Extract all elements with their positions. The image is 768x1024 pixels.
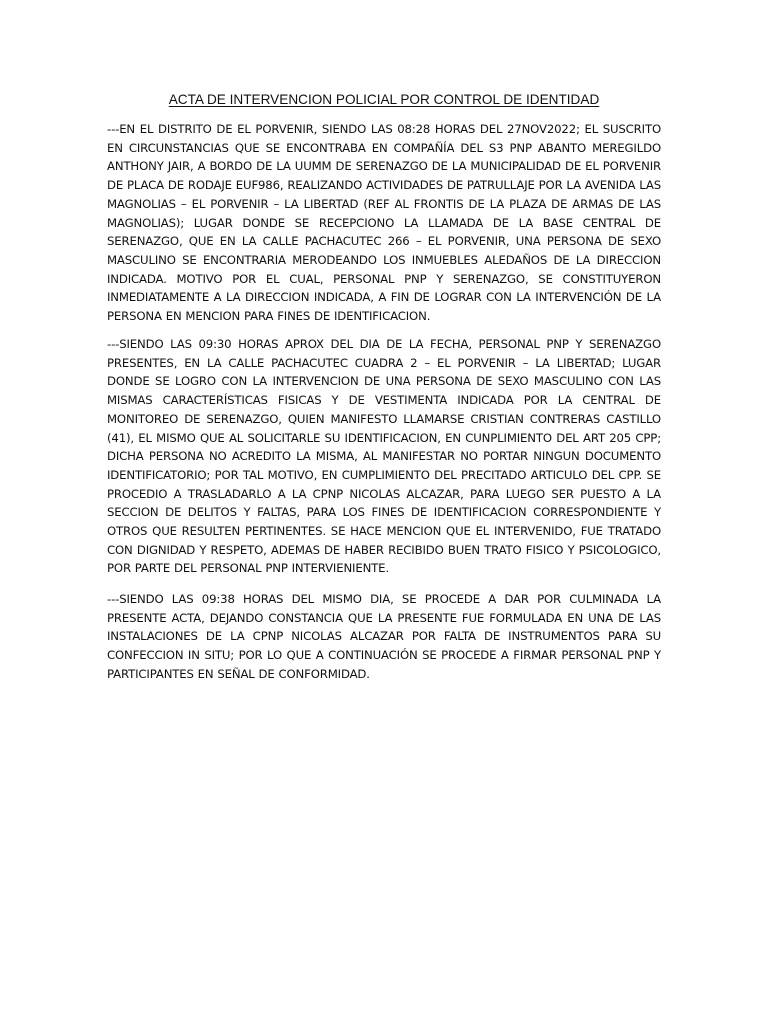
paragraph-intervention-start: ---EN EL DISTRITO DE EL PORVENIR, SIENDO LAS 08:28 HORAS DEL 27NOV2022; EL SUSCRITO EN CIRCUNSTANCIAS QUE SE ENCONTRABA EN COMPAÑÍA DEL S3 PNP ABANTO MEREGILDO ANTHONY JAIR, A BORDO DE LA UUMM DE SERENAZGO DE LA MUNICIPALIDAD DE EL PORVENIR DE PLACA DE RODAJE EUF986, REALIZANDO ACTIVIDADES DE PATRULLAJE POR LA AVENIDA LAS MAGNOLIAS – EL PORVENIR – LA LIBERTAD (REF AL FRONTIS DE LA PLAZA DE ARMAS DE LAS MAGNOLIAS); LUGAR DONDE SE RECEPCIONO LA LLAMADA DE LA BASE CENTRAL DE SERENAZGO, QUE EN LA CALLE PACHACUTEC 266 – EL PORVENIR, UNA PERSONA DE SEXO MASCULINO SE ENCONTRARIA MERODEANDO LOS INMUEBLES ALEDAÑOS DE LA DIRECCION INDICADA. MOTIVO POR EL CUAL, PERSONAL PNP Y SERENAZGO, SE CONSTITUYERON INMEDIATAMENTE A LA DIRECCION INDICADA, A FIN DE LOGRAR CON LA INTERVENCIÓN DE LA PERSONA EN MENCION PARA FINES DE IDENTIFICACION. xyxy=(107,122,661,324)
document-title: ACTA DE INTERVENCION POLICIAL POR CONTROL DE IDENTIDAD xyxy=(168,92,600,107)
paragraph-intervention-details: ---SIENDO LAS 09:30 HORAS APROX DEL DIA DE LA FECHA, PERSONAL PNP Y SERENAZGO PRESENTES, EN LA CALLE PACHACUTEC CUADRA 2 – EL PORVENIR – LA LIBERTAD; LUGAR DONDE SE LOGRO CON LA INTERVENCION DE UNA PERSONA DE SEXO MASCULINO CON LAS MISMAS CARACTERÍSTICAS FISICAS Y DE VESTIMENTA INDICADA POR LA CENTRAL DE MONITOREO DE SERENAZGO, QUIEN MANIFESTO LLAMARSE CRISTIAN CONTRERAS CASTILLO (41), EL MISMO QUE AL SOLICITARLE SU IDENTIFICACION, EN CUNPLIMIENTO DEL ART 205 CPP; DICHA PERSONA NO ACREDITO LA MISMA, AL MANIFESTAR NO PORTAR NINGUN DOCUMENTO IDENTIFICATORIO; POR TAL MOTIVO, EN CUMPLIMIENTO DEL PRECITADO ARTICULO DEL CPP. SE PROCEDIO A TRASLADARLO A LA CPNP NICOLAS ALCAZAR, PARA LUEGO SER PUESTO A LA SECCION DE DELITOS Y FALTAS, PARA LOS FINES DE IDENTIFICACION CORRESPONDIENTE Y OTROS QUE RESULTEN PERTINENTES. SE HACE MENCION QUE EL INTERVENIDO, FUE TRATADO CON DIGNIDAD Y RESPETO, ADEMAS DE HABER RECIBIDO BUEN TRATO FISICO Y PSICOLOGICO, POR PARTE DEL PERSONAL PNP INTERVIENIENTE. xyxy=(107,337,661,576)
paragraph-intervention-closing: ---SIENDO LAS 09:38 HORAS DEL MISMO DIA, SE PROCEDE A DAR POR CULMINADA LA PRESENTE ACTA, DEJANDO CONSTANCIA QUE LA PRESENTE FUE FORMULADA EN UNA DE LAS INSTALACIONES DE LA CPNP NICOLAS ALCAZAR POR FALTA DE INSTRUMENTOS PARA SU CONFECCION IN SITU; POR LO QUE A CONTINUACIÓN SE PROCEDE A FIRMAR PERSONAL PNP Y PARTICIPANTES EN SEÑAL DE CONFORMIDAD. xyxy=(107,592,661,681)
